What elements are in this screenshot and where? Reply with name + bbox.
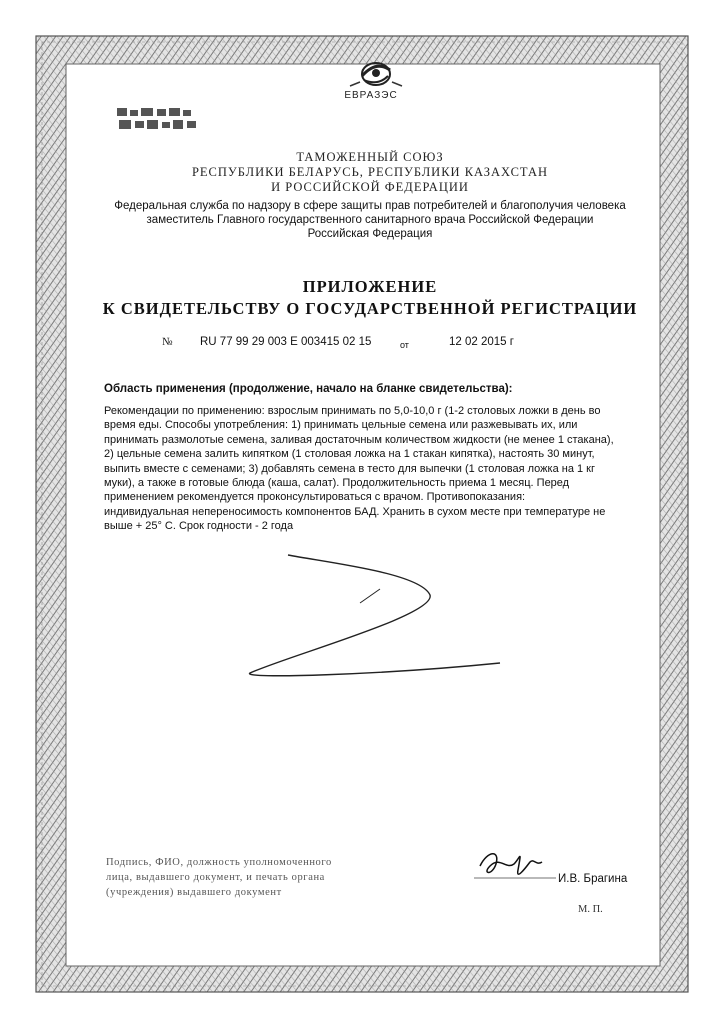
footer-line-2: лица, выдавшего документ, и печать органа (106, 872, 325, 883)
body-line: индивидуальная непереносимость компонентов БАД. Хранить в сухом месте при температуре не (104, 505, 606, 518)
header-line-3: И РОССИЙСКОЙ ФЕДЕРАЦИИ (271, 180, 469, 194)
body-line: Рекомендации по применению: взрослым принимать по 5,0-10,0 г (1-2 столовых ложки в день во (104, 405, 601, 417)
form-serial-stamp (113, 104, 213, 136)
customs-union-header (100, 150, 640, 195)
authority-line-3: Российская Федерация (307, 228, 433, 240)
body-line: принимать размолотые семена, заливая достаточным количеством жидкости (не менее 1 стакана), (104, 433, 614, 446)
registration-number: RU 77 99 29 003 E 003415 02 15 (200, 336, 372, 348)
logo-caption: ЕВРАЗЭС (344, 90, 398, 101)
signature-caption (106, 855, 406, 900)
footer-line-3: (учреждения) выдавшего документ (106, 887, 282, 898)
issuing-authority (90, 199, 650, 241)
signer-name: И.В. Брагина (558, 873, 628, 885)
registration-date-label: от (400, 340, 409, 350)
body-line: время еды. Способы употребления: 1) принимать цельные семена или разжевывать их, или (104, 419, 578, 432)
body-line: применением рекомендуется проконсультироваться с врачом. Противопоказания: (104, 491, 526, 504)
body-line: 2) цельные семена залить кипятком (1 столовая ложка на 1 стакан кипятка), настоять 30 минут, (104, 448, 595, 461)
seal-placeholder: М. П. (578, 904, 603, 915)
footer-line-1: Подпись, ФИО, должность уполномоченного (106, 857, 332, 868)
document-title (80, 276, 660, 320)
body-line: выше + 25° С. Срок годности - 2 года (104, 520, 294, 533)
handwritten-signature (470, 840, 560, 888)
usage-description (104, 404, 640, 534)
header-line-1: ТАМОЖЕННЫЙ СОЮЗ (296, 150, 444, 164)
registration-date: 12 02 2015 г (449, 336, 514, 348)
header-line-2: РЕСПУБЛИКИ БЕЛАРУСЬ, РЕСПУБЛИКИ КАЗАХСТАН (191, 165, 549, 179)
registration-number-label: № (162, 336, 173, 348)
title-line-2: К СВИДЕТЕЛЬСТВУ О ГОСУДАРСТВЕННОЙ РЕГИСТРАЦИИ (102, 299, 638, 318)
section-title: Область применения (продолжение, начало на бланке свидетельства): (104, 383, 513, 395)
body-line: муки), а также в готовые блюда (каша, салат). Продолжительность приема 1 месяц. Перед (104, 477, 570, 490)
authority-line-2: заместитель Главного государственного санитарного врача Российской Федерации (146, 214, 594, 226)
cancellation-stroke (230, 545, 510, 685)
body-line: выпить вместе с семенами; 3) добавлять семена в тесто для выпечки (1 столовая ложка на 1 кг (104, 462, 595, 475)
authority-line-1: Федеральная служба по надзору в сфере защиты прав потребителей и благополучия человека (114, 200, 626, 212)
title-line-1: ПРИЛОЖЕНИЕ (302, 277, 438, 296)
